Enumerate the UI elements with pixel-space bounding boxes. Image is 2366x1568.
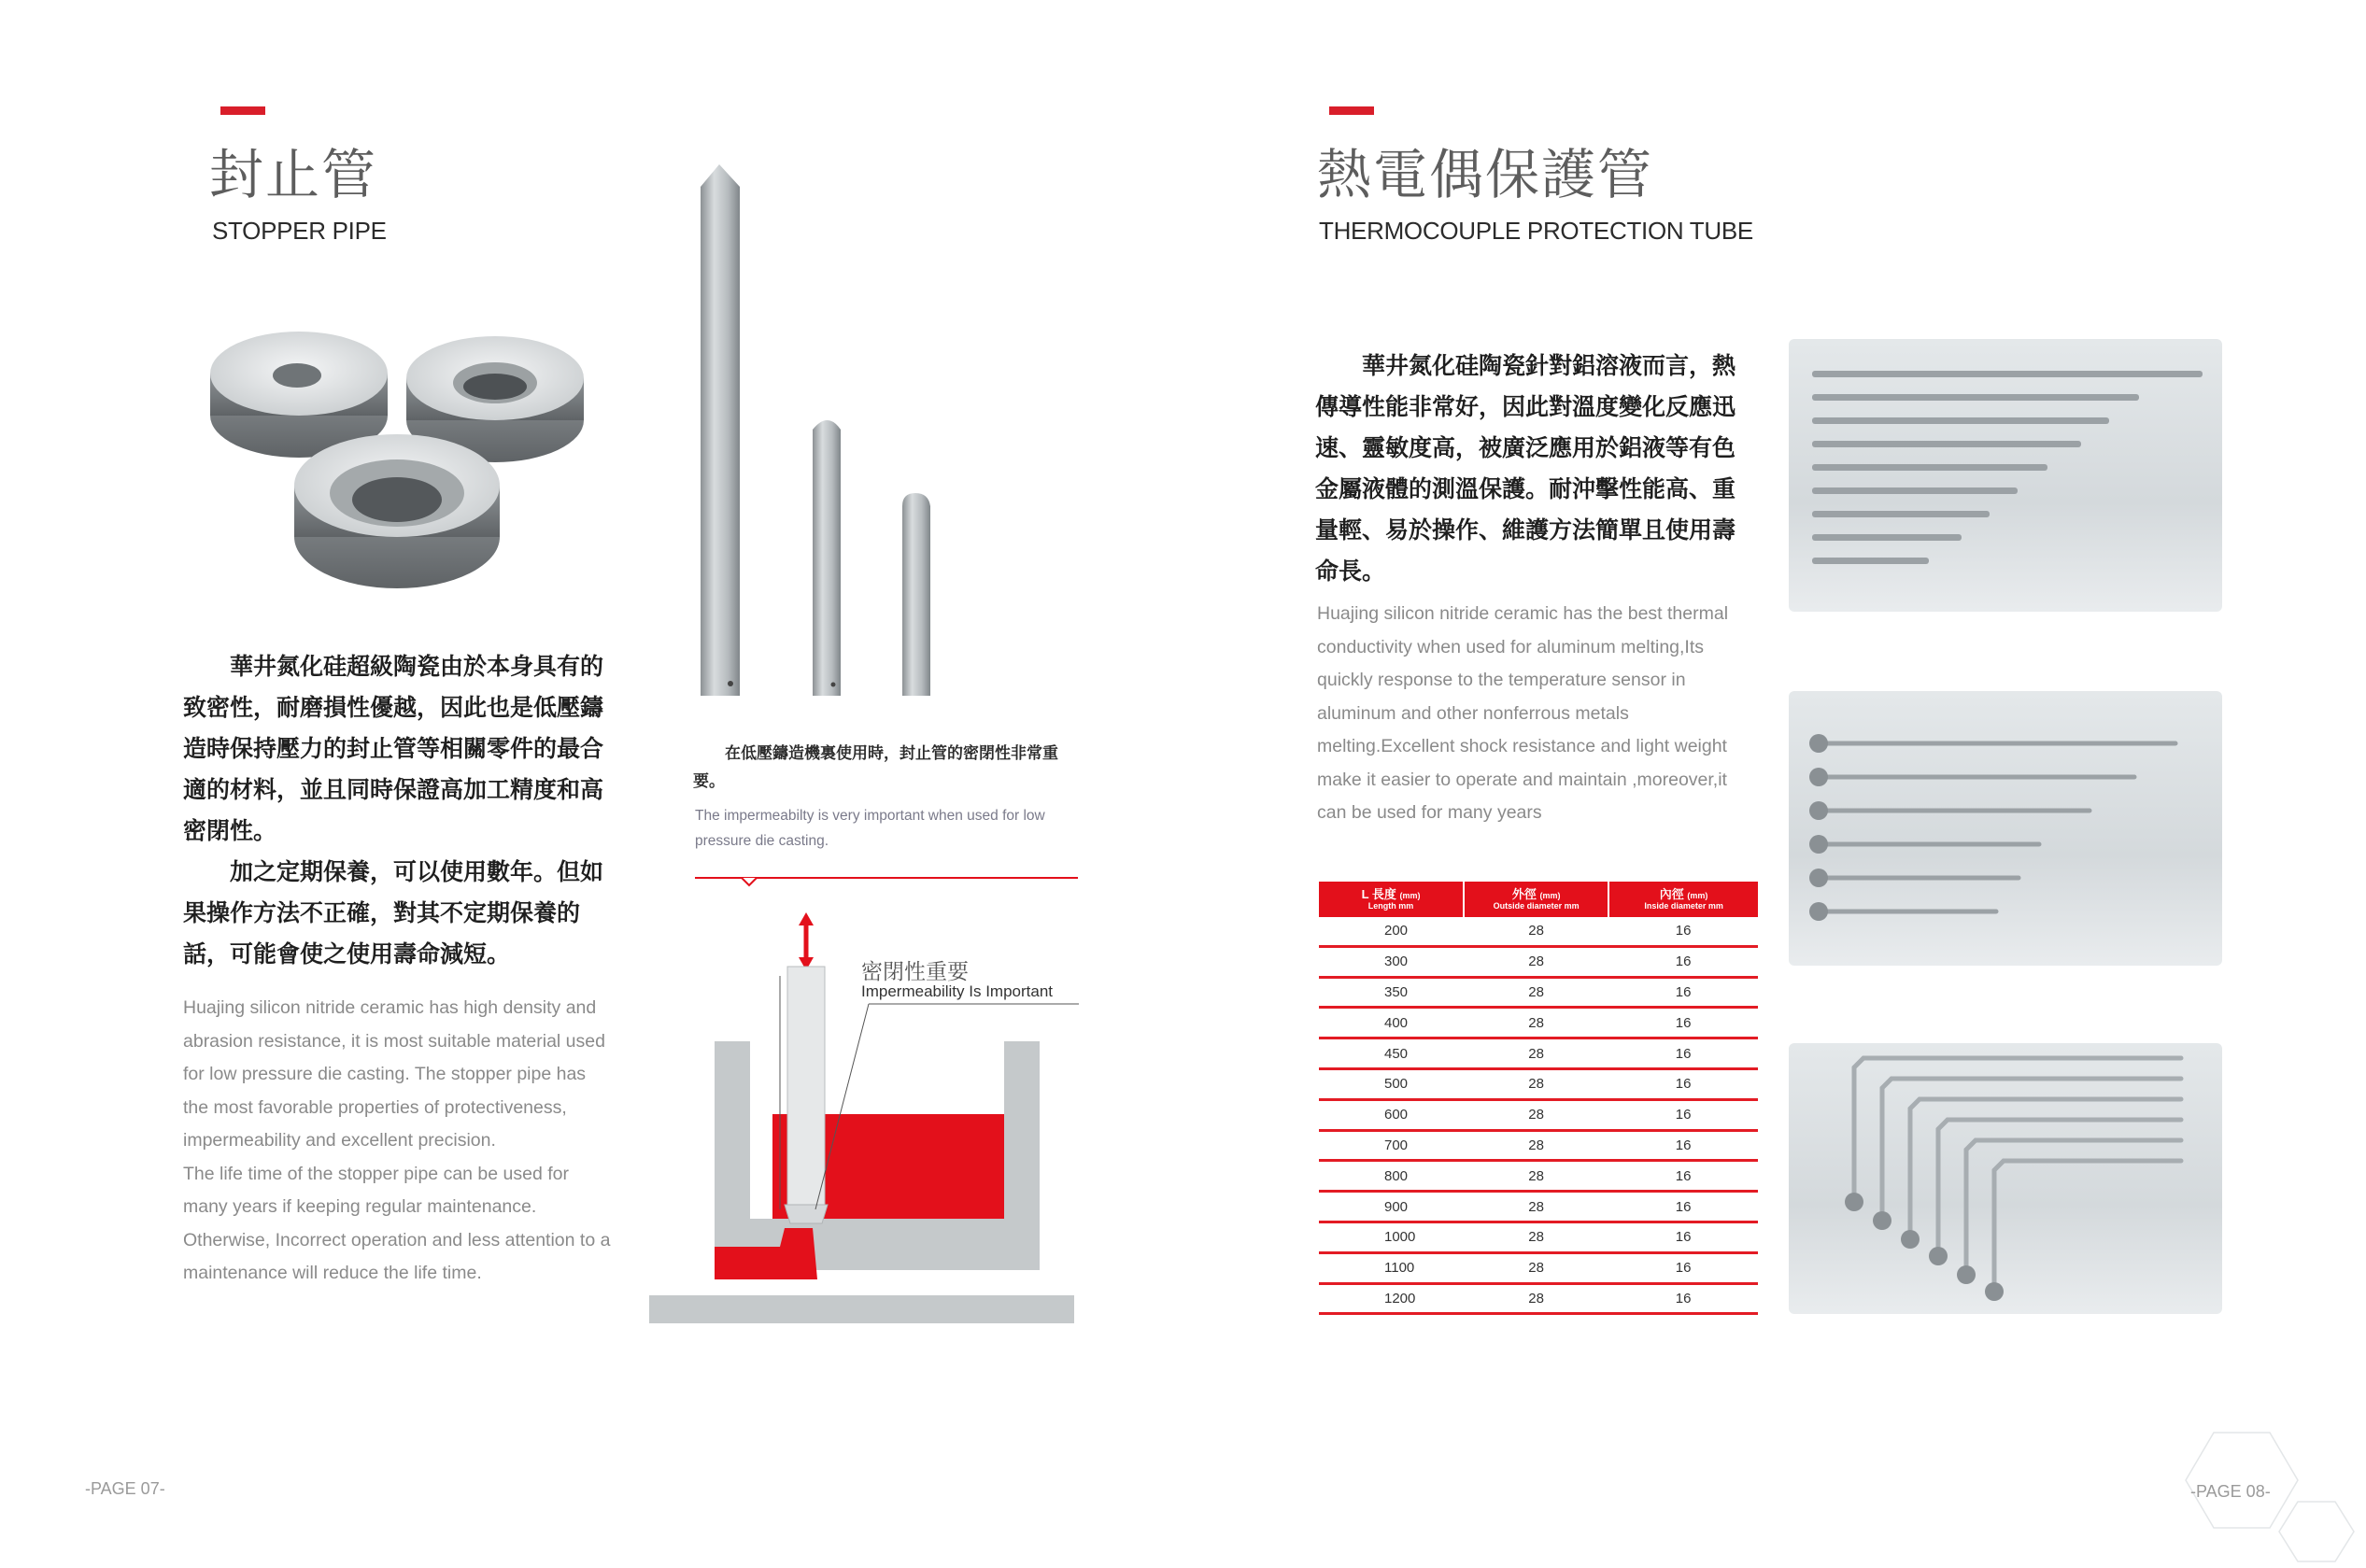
- diagram-caption-en: The impermeabilty is very important when used for low pressure die casting.: [695, 808, 1045, 849]
- cell-inside-diameter: 16: [1608, 1192, 1758, 1222]
- cell-inside-diameter: 16: [1608, 917, 1758, 946]
- diagram-caption-zh: 在低壓鑄造機裏使用時，封止管的密閉性非常重要。: [693, 744, 1058, 791]
- table-row: [1319, 1008, 1758, 1038]
- table-row: [1319, 977, 1758, 1008]
- cell-length: 300: [1319, 946, 1464, 977]
- table-header-inside-diameter: 內徑 (mm) Inside diameter mm: [1608, 882, 1758, 917]
- cell-inside-diameter: 16: [1608, 1130, 1758, 1161]
- cell-inside-diameter: 16: [1608, 1161, 1758, 1192]
- cell-inside-diameter: 16: [1608, 1252, 1758, 1283]
- right-body-zh-para: 華井氮化硅陶瓷針對鋁溶液而言，熱傳導性能非常好，因此對溫度變化反應迅速、靈敏度高，被廣泛應用於鋁液等有色金屬液體的測溫保護。耐沖擊性能高、重量輕、易於操作、維護方法簡單且使用壽命長。: [1315, 352, 1736, 585]
- tubes-photo-thermocouples: [1789, 691, 2222, 966]
- table-row: [1319, 1222, 1758, 1252]
- left-body-en-para-2: The life time of the stopper pipe can be used for many years if keeping regular maintenance. Otherwise, Incorrect operation and less attention to a maintenance will reduce the life time.: [183, 1163, 611, 1283]
- cell-inside-diameter: 16: [1608, 977, 1758, 1008]
- left-title-en: STOPPER PIPE: [212, 217, 387, 245]
- cell-inside-diameter: 16: [1608, 1038, 1758, 1069]
- diagram-label-zh: 密閉性重要: [861, 960, 969, 984]
- table-body: [1319, 917, 1758, 1314]
- cell-inside-diameter: 16: [1608, 1099, 1758, 1130]
- right-title-zh: 熱電偶保護管: [1317, 143, 1654, 206]
- caption-divider: [695, 873, 1078, 892]
- cell-length: 200: [1319, 917, 1464, 946]
- right-body-zh: [1315, 346, 1750, 592]
- cell-length: 900: [1319, 1192, 1464, 1222]
- cell-length: 500: [1319, 1068, 1464, 1099]
- cell-inside-diameter: 16: [1608, 1222, 1758, 1252]
- thermocouple-spec-table: [1319, 882, 1758, 1315]
- cell-outside-diameter: 28: [1464, 1222, 1608, 1252]
- cell-outside-diameter: 28: [1464, 977, 1608, 1008]
- right-title-en: THERMOCOUPLE PROTECTION TUBE: [1319, 217, 1753, 245]
- tubes-photo-l-shaped: [1789, 1043, 2222, 1314]
- right-body-en: [1317, 598, 1756, 830]
- left-title-zh: 封止管: [209, 143, 378, 206]
- stopper-pipes-photo: [682, 159, 981, 700]
- cell-length: 450: [1319, 1038, 1464, 1069]
- table-row: [1319, 946, 1758, 977]
- cell-length: 350: [1319, 977, 1464, 1008]
- cell-inside-diameter: 16: [1608, 1008, 1758, 1038]
- cell-length: 1100: [1319, 1252, 1464, 1283]
- left-body-en: [183, 992, 613, 1291]
- table-row: [1319, 1252, 1758, 1283]
- cell-outside-diameter: 28: [1464, 1130, 1608, 1161]
- tubes-photo-straight: [1789, 339, 2222, 612]
- cell-length: 700: [1319, 1130, 1464, 1161]
- stopper-rings-photo: [201, 308, 612, 616]
- table-row: [1319, 1038, 1758, 1069]
- cell-outside-diameter: 28: [1464, 1099, 1608, 1130]
- cell-outside-diameter: 28: [1464, 1192, 1608, 1222]
- cell-outside-diameter: 28: [1464, 946, 1608, 977]
- right-body-en-para: Huajing silicon nitride ceramic has the best thermal conductivity when used for aluminum melting,Its quickly response to the temperature sensor in aluminum and other nonferrous metals melting.Excellent shock resistance and light weight make it easier to operate and maintain ,moreover,it can be used for many years: [1317, 603, 1729, 823]
- cell-outside-diameter: 28: [1464, 917, 1608, 946]
- left-title-accent-bar: [220, 106, 265, 115]
- table-row: [1319, 1099, 1758, 1130]
- left-body-zh: [183, 646, 617, 975]
- diagram-label-en: Impermeability Is Important: [861, 982, 1054, 1000]
- cell-length: 800: [1319, 1161, 1464, 1192]
- right-title-accent-bar: [1329, 106, 1374, 115]
- cell-length: 600: [1319, 1099, 1464, 1130]
- table-row: [1319, 1161, 1758, 1192]
- cell-inside-diameter: 16: [1608, 1068, 1758, 1099]
- cell-outside-diameter: 28: [1464, 1283, 1608, 1314]
- cell-length: 1200: [1319, 1283, 1464, 1314]
- left-body-zh-para-2: 加之定期保養，可以使用數年。但如果操作方法不正確，對其不定期保養的話，可能會使之使用壽命減短。: [183, 858, 604, 968]
- page-number-left: -PAGE 07-: [85, 1479, 165, 1498]
- left-body-zh-para-1: 華井氮化硅超級陶瓷由於本身具有的致密性，耐磨損性優越，因此也是低壓鑄造時保持壓力的封止管等相關零件的最合適的材料，並且同時保證高加工精度和高密閉性。: [183, 653, 604, 844]
- cell-outside-diameter: 28: [1464, 1038, 1608, 1069]
- cell-outside-diameter: 28: [1464, 1252, 1608, 1283]
- cell-length: 1000: [1319, 1222, 1464, 1252]
- table-row: [1319, 917, 1758, 946]
- table-row: [1319, 1192, 1758, 1222]
- cell-inside-diameter: 16: [1608, 946, 1758, 977]
- table-header-length: L 長度 (mm) Length mm: [1319, 882, 1464, 917]
- table-row: [1319, 1130, 1758, 1161]
- page-number-right: -PAGE 08-: [2190, 1482, 2271, 1501]
- cell-length: 400: [1319, 1008, 1464, 1038]
- cell-outside-diameter: 28: [1464, 1008, 1608, 1038]
- table-row: [1319, 1068, 1758, 1099]
- cell-outside-diameter: 28: [1464, 1068, 1608, 1099]
- cell-inside-diameter: 16: [1608, 1283, 1758, 1314]
- cell-outside-diameter: 28: [1464, 1161, 1608, 1192]
- table-header-outside-diameter: 外徑 (mm) Outside diameter mm: [1464, 882, 1608, 917]
- table-row: [1319, 1283, 1758, 1314]
- left-body-en-para-1: Huajing silicon nitride ceramic has high density and abrasion resistance, it is most suitable material used for low pressure die casting. The stopper pipe has the most favorable properties of protectiveness, impermeability and excellent precision.: [183, 997, 605, 1151]
